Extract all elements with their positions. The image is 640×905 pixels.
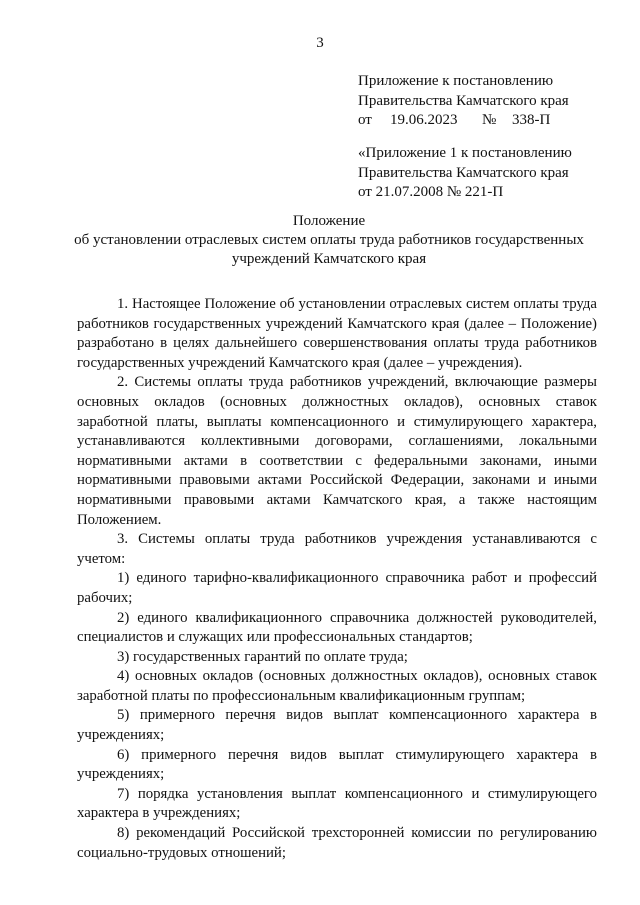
list-item-7: 7) порядка установления выплат компенсационного и стимулирующего характера в учреждениях; — [77, 785, 597, 822]
number-sign: № — [482, 112, 497, 128]
original-attachment-header — [358, 144, 572, 203]
resolution-number: 338-П — [512, 112, 551, 128]
paragraph-3: 3. Системы оплаты труда работников учреждения устанавливаются с учетом: — [77, 531, 597, 567]
original-attachment-line-1: «Приложение 1 к постановлению — [358, 145, 572, 161]
list-item-4: 4) основных окладов (основных должностных окладов), основных ставок заработной платы по профессиональным квалификационным группам; — [77, 668, 597, 704]
original-attachment-line-3: от 21.07.2008 № 221-П — [358, 184, 504, 200]
title-line-2: об установлении отраслевых систем оплаты труда работников государственных учреждений Камчатского края — [74, 232, 584, 267]
page-number: 3 — [316, 35, 324, 51]
document-title — [60, 212, 598, 269]
list-item-1: 1) единого тарифно-квалификационного справочника работ и профессий рабочих; — [77, 570, 597, 606]
paragraph-2: 2. Системы оплаты труда работников учреждений, включающие размеры основных окладов (основных должностных окладов), основных ставок заработной платы, выплаты компенсационного и стимулирующего характера, устанавливаются коллективными договорами, соглашениями, локальными нормативными актами в соответствии с федеральными законами, иными нормативными правовыми актами Российской Федерации, законами и иными нормативными правовыми актами Камчатского края, а также настоящим Положением. — [77, 374, 597, 528]
attachment-line-1: Приложение к постановлению — [358, 73, 554, 89]
attachment-header — [358, 72, 569, 131]
list-item-5: 5) примерного перечня видов выплат компенсационного характера в учреждениях; — [77, 707, 597, 744]
list-item-6: 6) примерного перечня видов выплат стимулирующего характера в учреждениях; — [77, 746, 597, 783]
paragraph-1: 1. Настоящее Положение об установлении отраслевых систем оплаты труда работников государственных учреждений Камчатского края (далее – Положение) разработано в целях дальнейшего совершенствования оплаты труда работников государственных учреждений Камчатского края (далее – учреждения). — [77, 296, 597, 371]
attachment-date-line — [358, 111, 569, 131]
title-line-1: Положение — [292, 213, 366, 229]
date-prefix: от — [358, 112, 372, 128]
list-item-8: 8) рекомендаций Российской трехсторонней комиссии по регулированию социально-трудовых отношений; — [77, 825, 597, 861]
document-body — [77, 295, 597, 863]
original-attachment-line-2: Правительства Камчатского края — [358, 164, 569, 181]
resolution-date: 19.06.2023 — [390, 112, 458, 128]
list-item-2: 2) единого квалификационного справочника должностей руководителей, специалистов и служащих или профессиональных стандартов; — [77, 609, 597, 646]
attachment-line-2: Правительства Камчатского края — [358, 92, 569, 109]
list-item-3: 3) государственных гарантий по оплате труда; — [117, 648, 408, 665]
